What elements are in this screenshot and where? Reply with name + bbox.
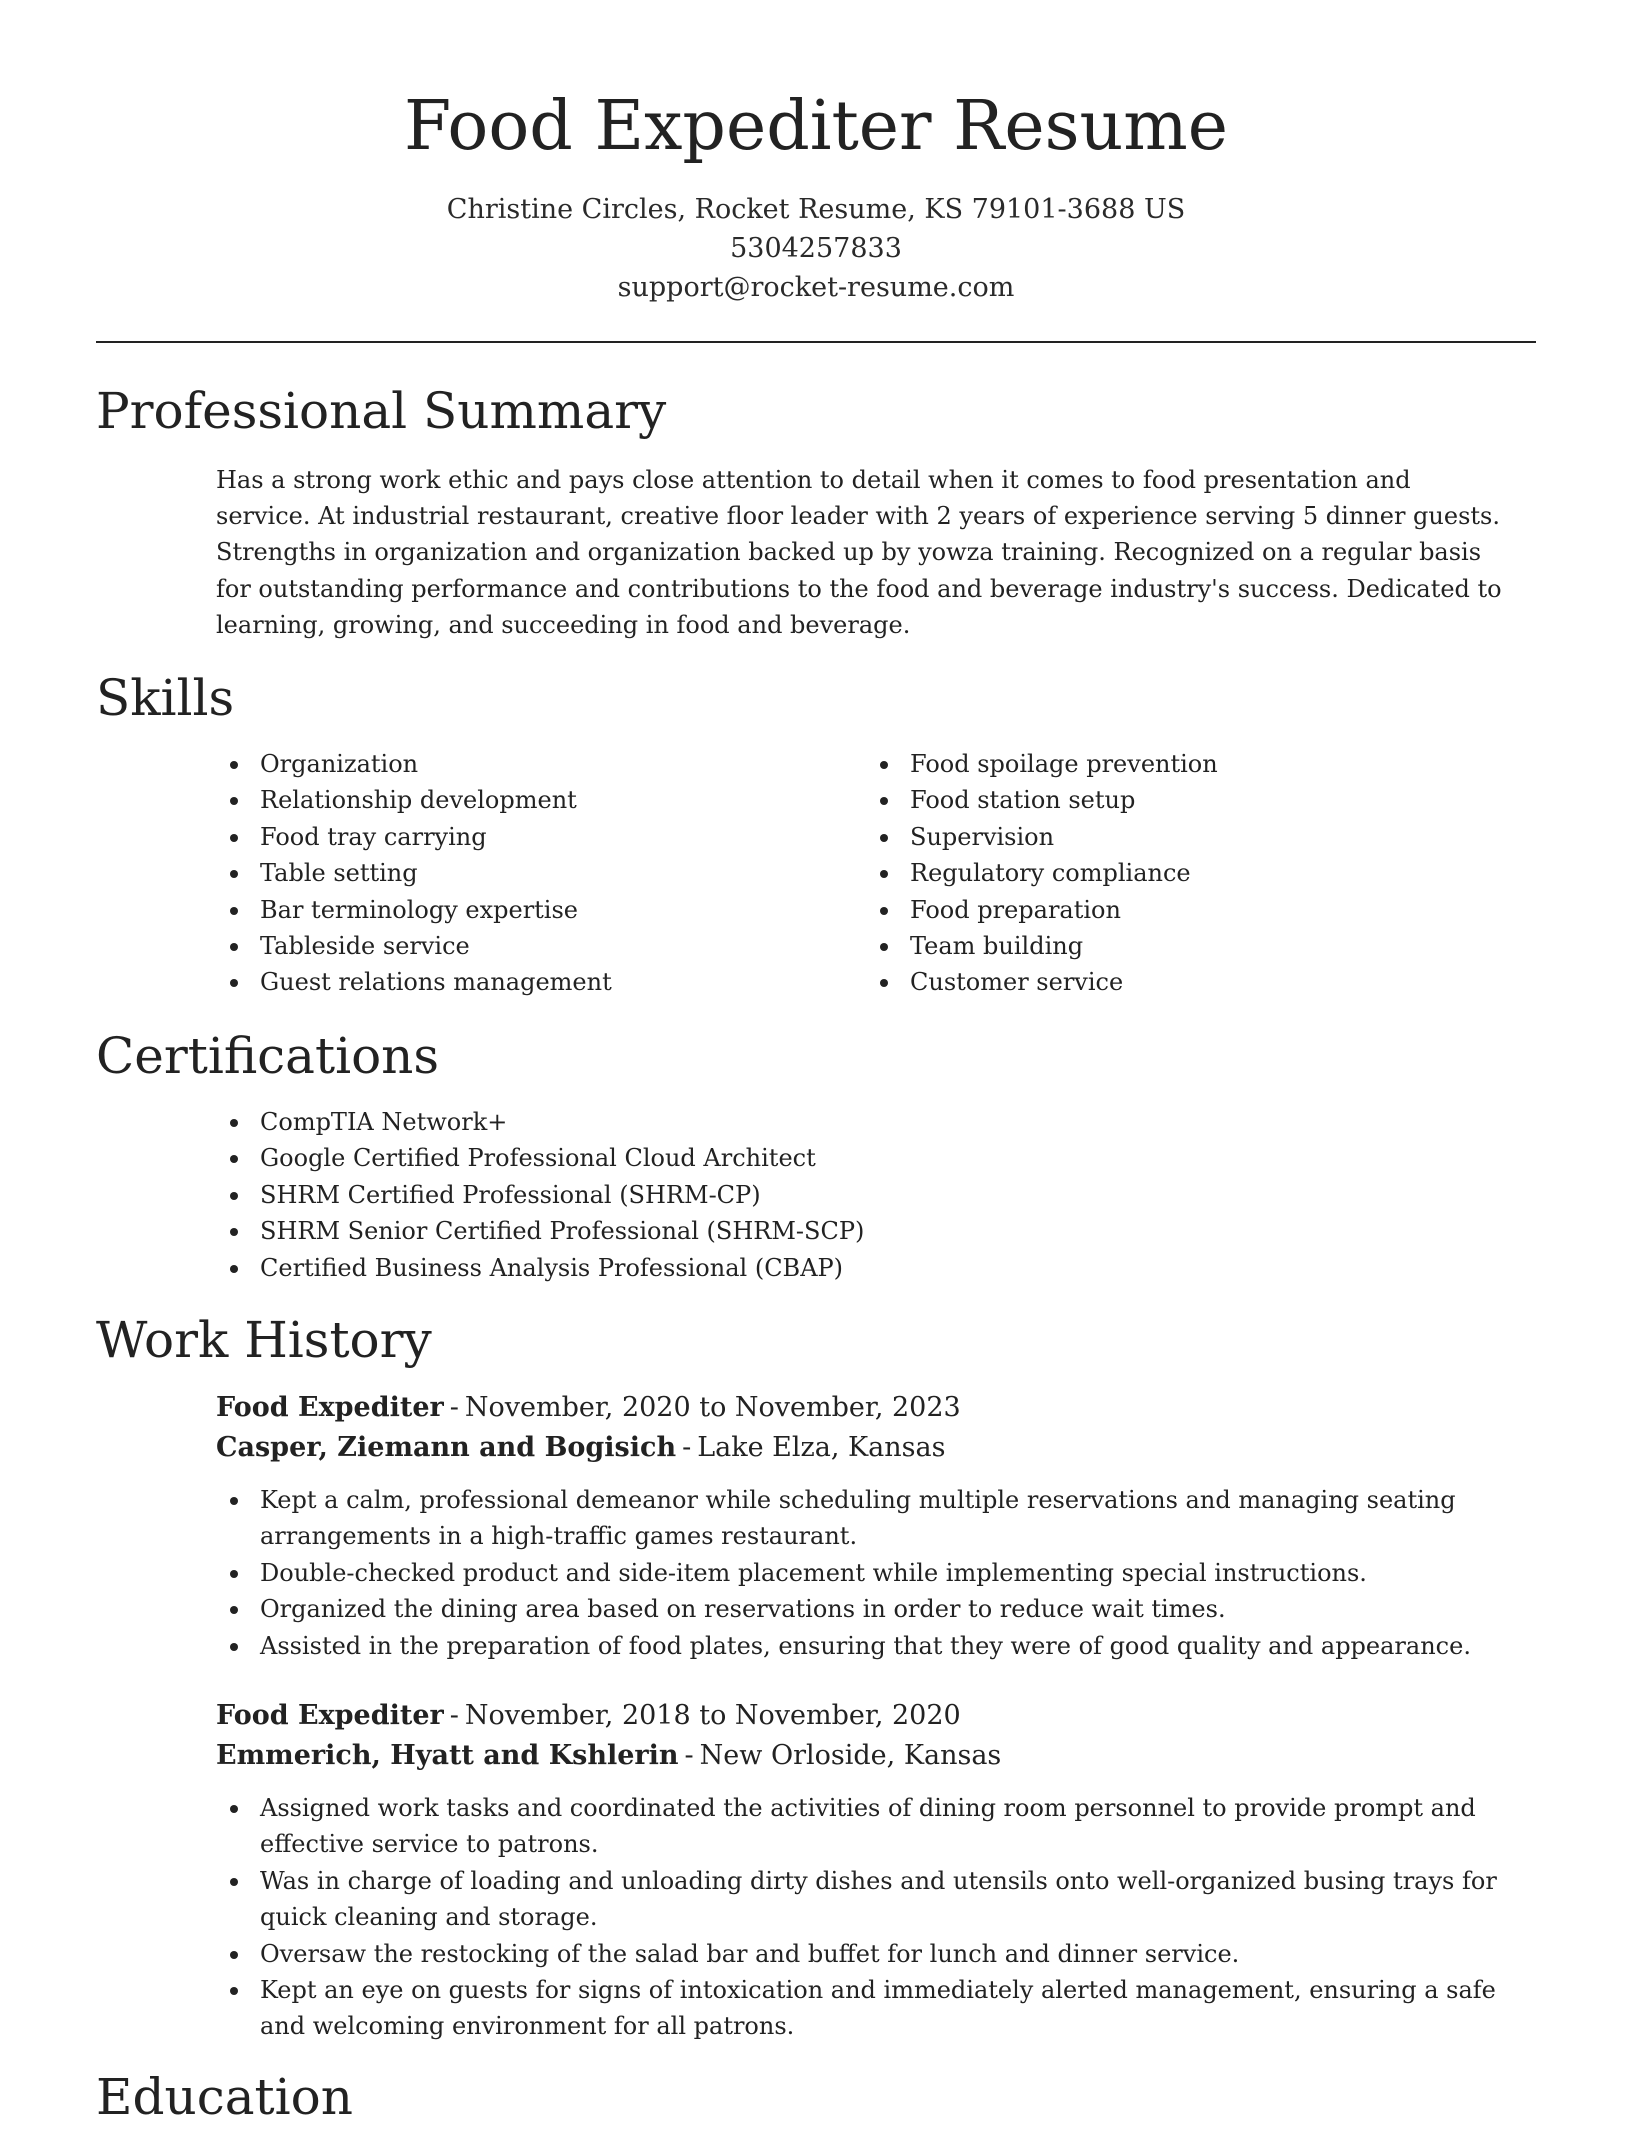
contact-address: Christine Circles, Rocket Resume, KS 79101-3688 US [446, 194, 1186, 225]
skill-item: Regulatory compliance [866, 855, 1218, 891]
skill-item: Food preparation [866, 892, 1218, 928]
job-dates: November, 2018 to November, 2020 [464, 1700, 961, 1731]
job-separator: - [449, 1392, 459, 1423]
job-separator: - [449, 1700, 459, 1731]
skill-item: Food spoilage prevention [866, 746, 1218, 782]
header-divider [96, 341, 1536, 343]
job-title: Food Expediter [216, 1392, 444, 1423]
skill-item: Table setting [216, 855, 612, 891]
job-bullet: Assisted in the preparation of food plates, ensuring that they were of good quality and appearance. [216, 1628, 1536, 1664]
job-title: Food Expediter [216, 1700, 444, 1731]
skill-item: Supervision [866, 819, 1218, 855]
resume-title: Food Expediter Resume [403, 87, 1229, 166]
skill-item: Customer service [866, 964, 1218, 1000]
job-bullet: Was in charge of loading and unloading dirty dishes and utensils onto well-organized busing trays for quick cleaning and storage. [216, 1863, 1536, 1936]
certification-item: SHRM Certified Professional (SHRM-CP) [216, 1177, 864, 1213]
certification-item: Google Certified Professional Cloud Architect [216, 1140, 864, 1176]
certifications-heading: Certifications [96, 1027, 440, 1085]
skill-item: Tableside service [216, 928, 612, 964]
contact-email: support@rocket-resume.com [617, 272, 1015, 303]
job-bullet: Double-checked product and side-item placement while implementing special instructions. [216, 1555, 1536, 1591]
contact-phone: 5304257833 [730, 233, 902, 264]
job-dates: November, 2020 to November, 2023 [464, 1392, 961, 1423]
job-bullet: Oversaw the restocking of the salad bar and buffet for lunch and dinner service. [216, 1936, 1536, 1972]
certification-item: CompTIA Network+ [216, 1104, 864, 1140]
skill-item: Organization [216, 746, 612, 782]
job-separator: - [682, 1432, 692, 1463]
skill-item: Team building [866, 928, 1218, 964]
skills-heading: Skills [96, 669, 235, 727]
education-heading: Education [96, 2068, 353, 2126]
skill-item: Guest relations management [216, 964, 612, 1000]
work-history-heading: Work History [96, 1311, 432, 1369]
summary-heading: Professional Summary [96, 382, 667, 440]
skills-list-left [216, 746, 612, 1001]
job-company-line [216, 1428, 945, 1468]
skill-item: Bar terminology expertise [216, 892, 612, 928]
job-title-line [216, 1696, 961, 1736]
job-location: Lake Elza, Kansas [697, 1432, 946, 1463]
job-title-line [216, 1388, 961, 1428]
skills-list-right [866, 746, 1218, 1001]
job-location: New Orloside, Kansas [699, 1740, 1002, 1771]
job-bullet: Assigned work tasks and coordinated the activities of dining room personnel to provide prompt and effective service to patrons. [216, 1790, 1536, 1863]
job-bullet: Organized the dining area based on reservations in order to reduce wait times. [216, 1591, 1536, 1627]
skill-item: Food tray carrying [216, 819, 612, 855]
job-separator: - [684, 1740, 694, 1771]
job-bullets [216, 1482, 1536, 1664]
skill-item: Food station setup [866, 782, 1218, 818]
contact-block [0, 190, 1632, 307]
job-company: Emmerich, Hyatt and Kshlerin [216, 1740, 679, 1771]
job-company-line [216, 1736, 1001, 1776]
skill-item: Relationship development [216, 782, 612, 818]
summary-text: Has a strong work ethic and pays close attention to detail when it comes to food presentation and service. At industrial restaurant, creative floor leader with 2 years of experience serving 5 dinner guests. Strengths in organization and organization backed up by yowza training. Recognized on a regular basis for outstanding performance and contributions to the food and beverage industry's success. Dedicated to learning, growing, and succeeding in food and beverage. [216, 466, 1502, 639]
job-bullet: Kept a calm, professional demeanor while scheduling multiple reservations and managing seating arrangements in a high-traffic games restaurant. [216, 1482, 1536, 1555]
job-bullets [216, 1790, 1536, 2045]
job-bullet: Kept an eye on guests for signs of intoxication and immediately alerted management, ensuring a safe and welcoming environment for all patrons. [216, 1972, 1536, 2045]
certification-item: Certified Business Analysis Professional (CBAP) [216, 1250, 864, 1286]
certifications-list [216, 1104, 864, 1286]
job-company: Casper, Ziemann and Bogisich [216, 1432, 677, 1463]
certification-item: SHRM Senior Certified Professional (SHRM-SCP) [216, 1213, 864, 1249]
